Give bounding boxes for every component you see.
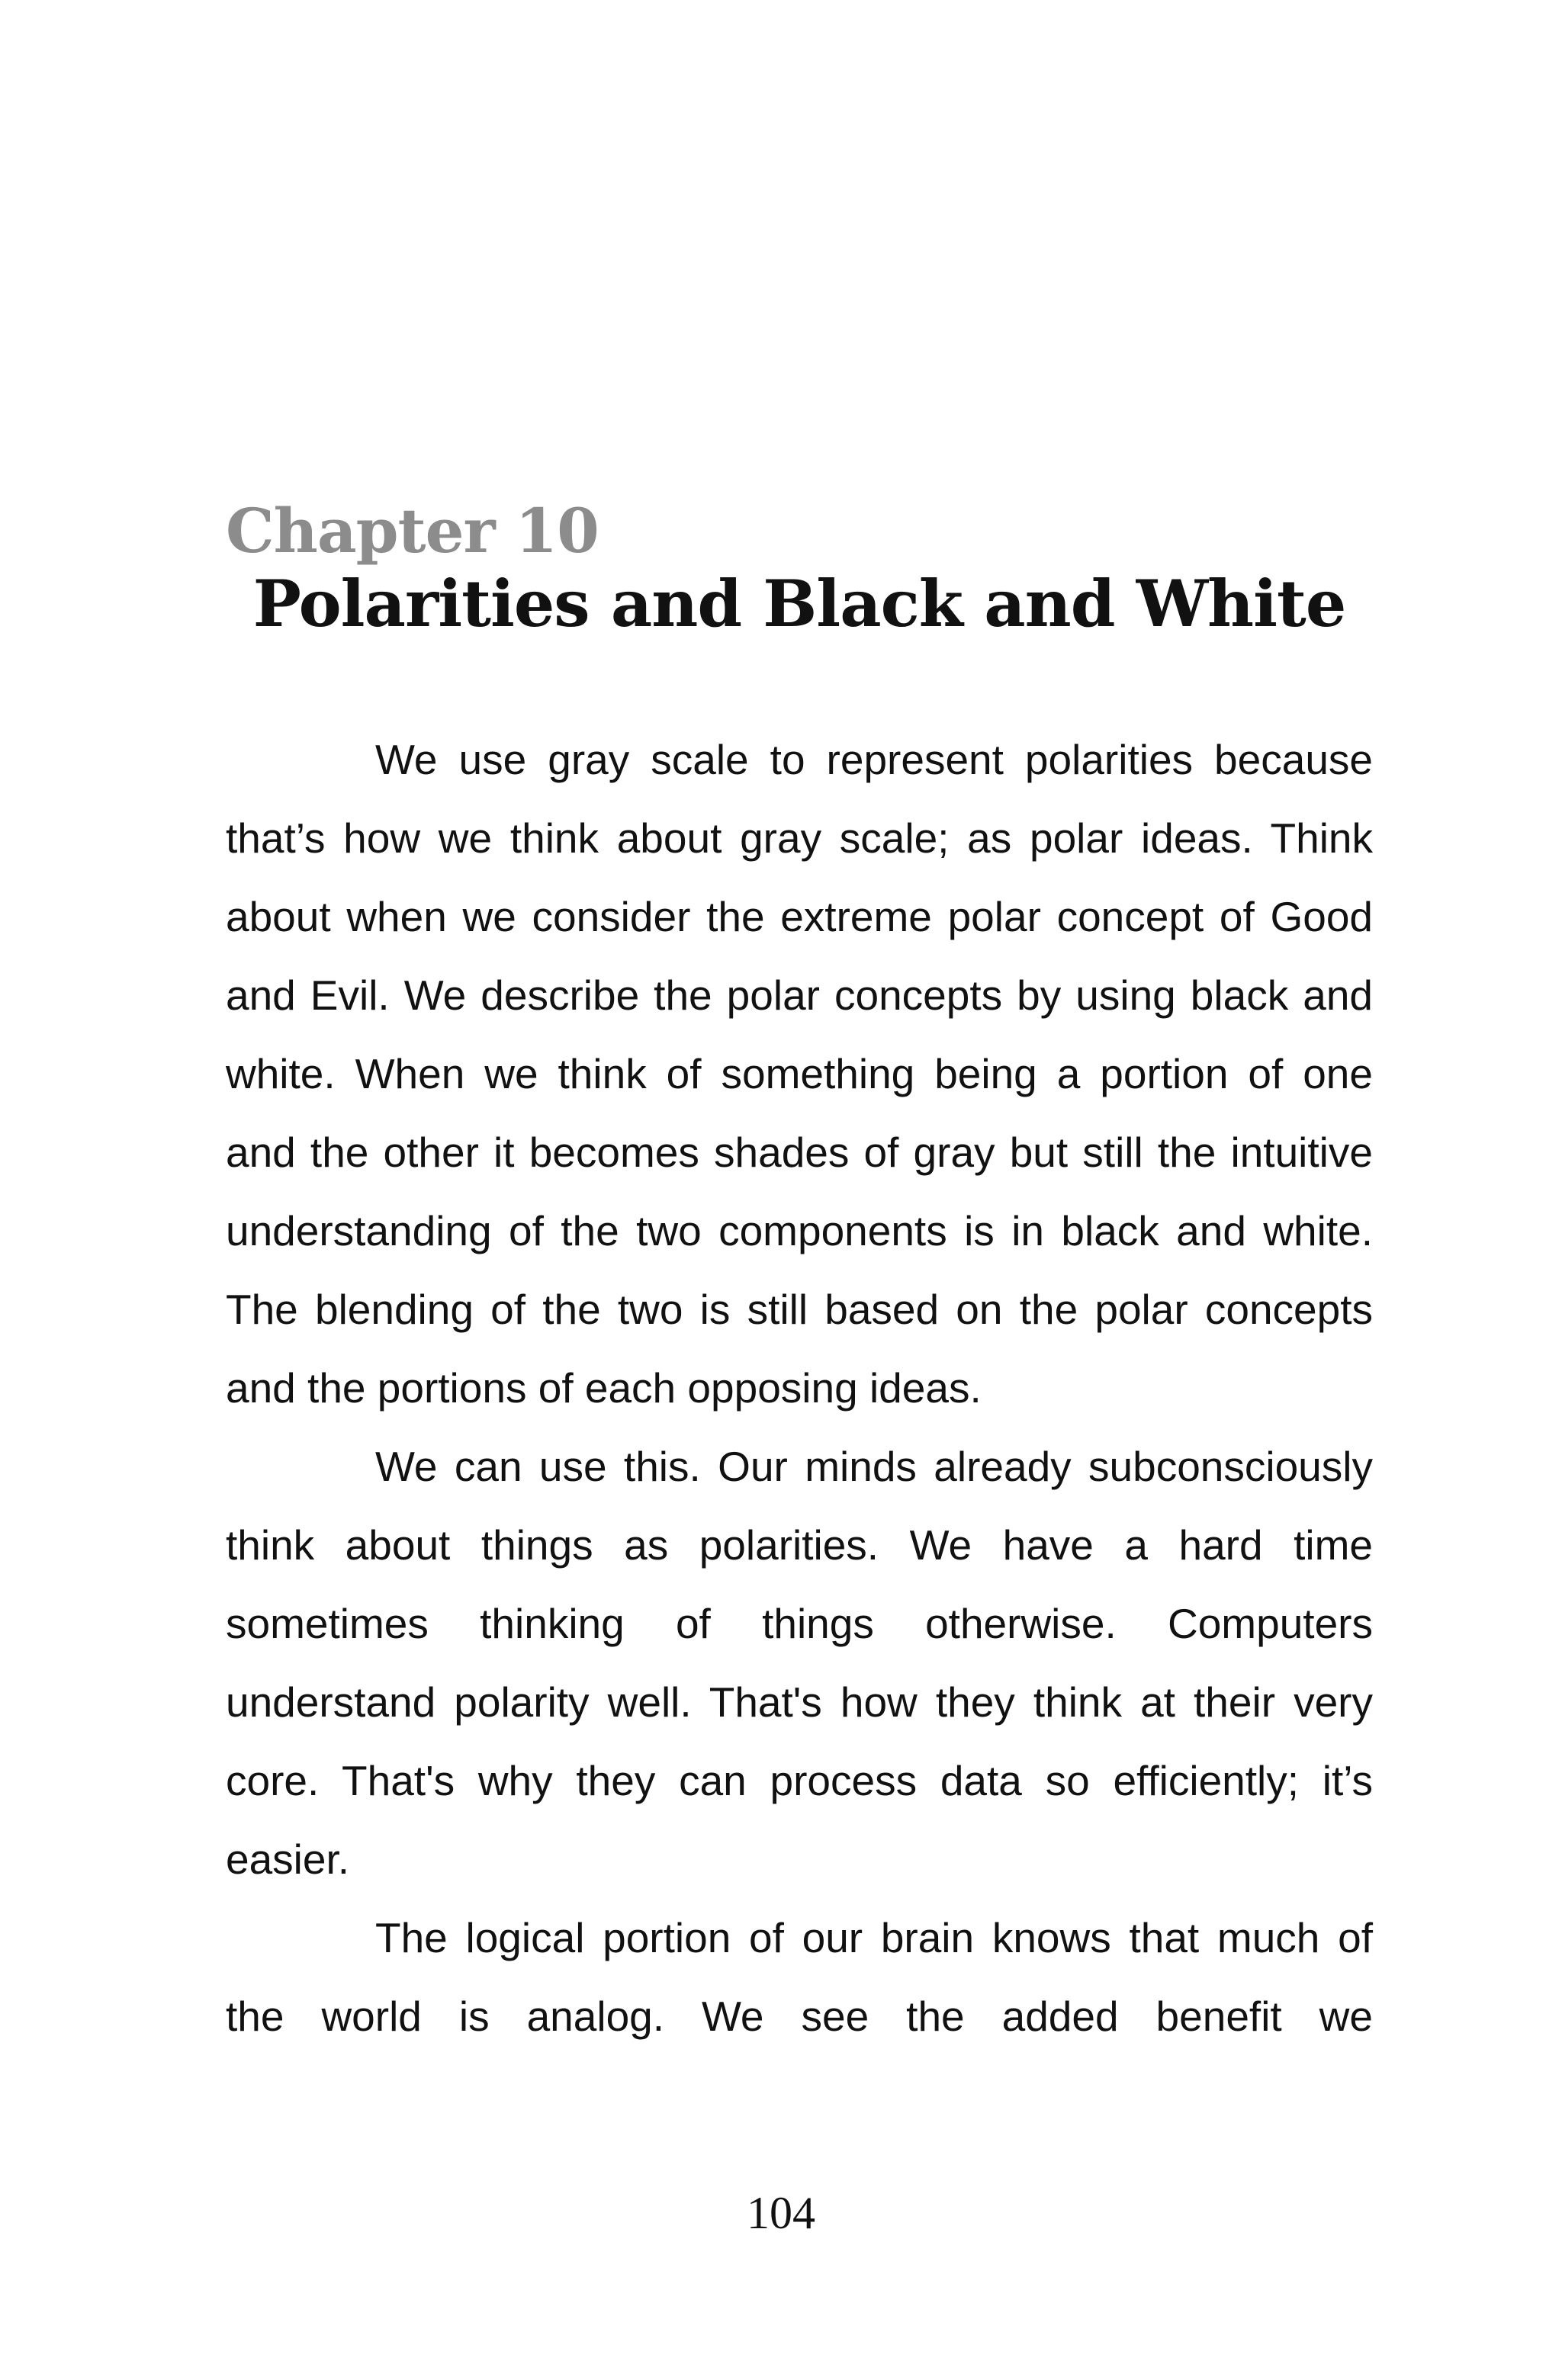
body-text: [226, 721, 1373, 2056]
page-number: 104: [747, 2188, 815, 2238]
chapter-title: Polarities and Black and White: [252, 566, 1346, 641]
paragraph-3: The logical portion of our brain knows that much of the world is analog. We see the added benefit we: [226, 1914, 1373, 2040]
paragraph-1: We use gray scale to represent polarities because that’s how we think about gray scale; as polar ideas. Think about when we consider the extreme polar concept of Good and Evil. We describe the polar concepts by using black and white. When we think of something being a portion of one and the other it becomes shades of gray but still the intuitive understanding of the two components is in black and white. The blending of the two is still based on the polar concepts and the portions of each opposing ideas.: [226, 736, 1373, 1412]
paragraph-2: We can use this. Our minds already subconsciously think about things as polarities. We have a hard time sometimes thinking of things otherwise. Computers understand polarity well. That's how they think at their very core. That's why they can process data so efficiently; it’s easier.: [226, 1443, 1373, 1883]
chapter-number: Chapter 10: [226, 495, 599, 567]
